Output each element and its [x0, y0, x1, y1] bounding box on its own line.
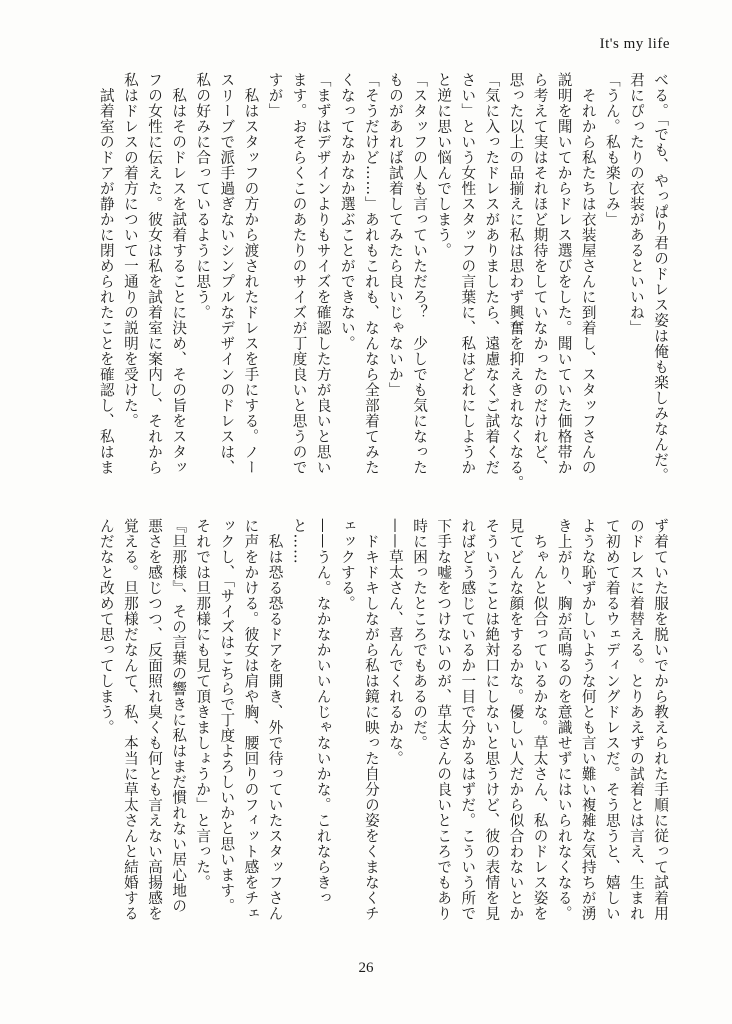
text-line: くなってなかなか選ぶことができない。: [338, 72, 356, 351]
text-line: ます。おそらくこのあたりのサイズが丁度良いと思うので: [290, 72, 308, 475]
text-line: と逆に思い悩んでしまう。: [435, 72, 453, 258]
page-number: 26: [358, 960, 374, 976]
text-line: フの女性に伝えた。彼女は私を試着室に案内し、それから: [146, 72, 164, 475]
text-block-bottom: [97, 518, 672, 950]
text-line: んだなと改めて思ってしまう。: [97, 518, 115, 735]
text-line: 『旦那様』、その言葉の響きに私はまだ慣れない居心地の: [170, 518, 188, 914]
text-line: 「まずはデザインよりもサイズを確認した方が良いと思い: [314, 72, 332, 475]
text-line: ドキドキしながら私は鏡に映った自分の姿をくまなくチ: [362, 518, 380, 921]
page-header-title: It's my life: [599, 36, 670, 52]
text-line: ら考えて実はそれほど期待をしていなかったのだけれど、: [531, 72, 549, 475]
text-line: ックし、「サイズはこちらで丁度よろしいかと思います。: [218, 518, 236, 914]
text-line: ——草太さん、喜んでくれるかな。: [386, 518, 404, 766]
text-block-top: [97, 72, 672, 504]
text-line: 「そうだけど……」あれもこれも、なんなら全部着てみた: [362, 72, 380, 475]
text-line: 下手な嘘をつけないのが、草太さんの良いところでもあり: [435, 518, 453, 921]
text-line: 私はスタッフの方から渡されたドレスを手にする。ノー: [242, 72, 260, 475]
text-line: それでは旦那様にも見て頂きましょうか」と言った。: [194, 518, 212, 890]
text-line: ——うん。なかなかいいんじゃないかな。これならきっ: [314, 518, 332, 906]
text-line: 私はドレスの着方について一通りの説明を受けた。: [121, 72, 139, 429]
text-line: 時に困ったところでもあるのだ。: [411, 518, 429, 751]
text-line: 「気に入ったドレスがありましたら、遠慮なくご試着くだ: [483, 72, 501, 475]
text-line: それから私たちは衣装屋さんに到着し、スタッフさんの: [579, 72, 597, 475]
text-line: 覚える。旦那様だなんて、私、本当に草太さんと結婚する: [121, 518, 139, 921]
text-line: ものがあれば試着してみたら良いじゃないか」: [386, 72, 404, 398]
text-line: き上がり、胸が高鳴るのを意識せずにはいられなくなる。: [555, 518, 573, 921]
text-line: 悪さを感じつつ、反面照れ臭くも何とも言えない高揚感を: [146, 518, 164, 921]
text-line: 見てどんな顔をするかな。優しい人だから似合わないとか: [507, 518, 525, 921]
text-line: 私は恐る恐るドアを開き、外で待っていたスタッフさん: [266, 518, 284, 921]
text-line: ず着ていた服を脱いでから教えられた手順に従って試着用: [652, 518, 669, 921]
text-line: 君にぴったりの衣装があるといいね」: [627, 72, 645, 336]
text-line: 「うん。私も楽しみ」: [603, 72, 621, 227]
text-line: 「スタッフの人も言っていただろ？ 少しでも気になった: [411, 72, 429, 475]
text-line: すが」: [266, 72, 284, 119]
text-line: 説明を聞いてからドレス選びをした。聞いていた価格帯か: [555, 72, 573, 475]
text-line: 思った以上の品揃えに私は思わず興奮を抑えきれなくなる。: [507, 72, 525, 491]
text-line: スリーブで派手過ぎないシンプルなデザインのドレスは、: [218, 72, 236, 475]
text-line: に声をかける。彼女は肩や胸、腰回りのフィット感をチェ: [242, 518, 260, 921]
text-line: 試着室のドアが静かに閉められたことを確認し、私はま: [97, 72, 115, 475]
text-line: と……: [290, 518, 308, 565]
text-line: さい」という女性スタッフの言葉に、私はどれにしようか: [459, 72, 477, 475]
text-line: て初めて着るウェディングドレスだ。そう思うと、嬉しい: [603, 518, 621, 921]
text-line: ような恥ずかしいような何とも言い難い複雑な気持ちが湧: [579, 518, 597, 921]
text-line: ェックする。: [338, 518, 356, 611]
text-line: ればどう感じているか一目で分かるはずだ。こういう所で: [459, 518, 477, 921]
text-line: そういうことは絶対口にしないと思うけど、彼の表情を見: [483, 518, 501, 921]
text-line: ちゃんと似合っているかな。草太さん、私のドレス姿を: [531, 518, 549, 921]
text-line: べる。「でも、やっぱり君のドレス姿は俺も楽しみなんだ。: [652, 72, 669, 484]
text-line: のドレスに着替える。とりあえずの試着とは言え、生まれ: [627, 518, 645, 921]
text-line: 私はそのドレスを試着することに決め、その旨をスタッ: [170, 72, 188, 475]
text-line: 私の好みに合っているように思う。: [194, 72, 212, 320]
